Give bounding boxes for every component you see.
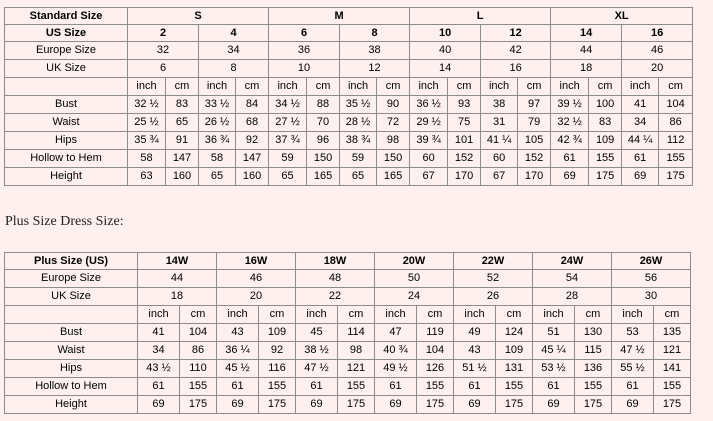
cm-value: 175 bbox=[575, 396, 612, 414]
uk-size-cell: 24 bbox=[375, 288, 454, 306]
inch-value: 36 ½ bbox=[410, 96, 448, 114]
inch-value: 45 bbox=[296, 324, 338, 342]
inch-value: 26 ½ bbox=[199, 114, 236, 132]
inch-value: 69 bbox=[375, 396, 417, 414]
measurement-row-waist bbox=[5, 114, 693, 132]
inch-value: 61 bbox=[612, 378, 654, 396]
inch-value: 61 bbox=[622, 150, 659, 168]
unit-inch: inch bbox=[296, 306, 338, 324]
cm-value: 141 bbox=[654, 360, 691, 378]
inch-value: 34 bbox=[622, 114, 659, 132]
row-label: Waist bbox=[5, 114, 128, 132]
europe-size-cell: 40 bbox=[410, 42, 481, 60]
row-label: Hips bbox=[5, 132, 128, 150]
cm-value: 155 bbox=[259, 378, 296, 396]
cm-value: 92 bbox=[236, 132, 269, 150]
uk-size-cell: 12 bbox=[340, 60, 410, 78]
cm-value: 92 bbox=[259, 342, 296, 360]
europe-size-cell: 46 bbox=[622, 42, 693, 60]
inch-value: 65 bbox=[340, 168, 377, 186]
row-label: UK Size bbox=[5, 60, 128, 78]
measurement-row-waist bbox=[5, 342, 691, 360]
cm-value: 130 bbox=[575, 324, 612, 342]
cm-value: 112 bbox=[659, 132, 693, 150]
cm-value: 96 bbox=[307, 132, 340, 150]
cm-value: 104 bbox=[659, 96, 693, 114]
uk-size-cell: 22 bbox=[296, 288, 375, 306]
plus-size-heading: Plus Size Dress Size: bbox=[5, 214, 124, 229]
cm-value: 83 bbox=[589, 114, 622, 132]
cm-value: 105 bbox=[518, 132, 551, 150]
inch-value: 27 ½ bbox=[269, 114, 307, 132]
europe-size-cell: 34 bbox=[199, 42, 269, 60]
row-label: Hollow to Hem bbox=[5, 378, 138, 396]
unit-cm: cm bbox=[448, 78, 481, 96]
inch-value: 32 ½ bbox=[551, 114, 589, 132]
inch-value: 58 bbox=[199, 150, 236, 168]
cm-value: 155 bbox=[575, 378, 612, 396]
cm-value: 150 bbox=[377, 150, 410, 168]
inch-value: 32 ½ bbox=[128, 96, 166, 114]
plus-size-header: 18W bbox=[296, 253, 375, 270]
cm-value: 93 bbox=[448, 96, 481, 114]
inch-value: 67 bbox=[410, 168, 448, 186]
cm-value: 101 bbox=[448, 132, 481, 150]
inch-value: 38 bbox=[481, 96, 518, 114]
row-label: Hollow to Hem bbox=[5, 150, 128, 168]
inch-value: 35 ½ bbox=[340, 96, 377, 114]
row-label: Hips bbox=[5, 360, 138, 378]
unit-cm: cm bbox=[654, 306, 691, 324]
inch-value: 49 ½ bbox=[375, 360, 417, 378]
plus-size-header: 20W bbox=[375, 253, 454, 270]
empty-cell bbox=[5, 78, 128, 96]
cm-value: 109 bbox=[589, 132, 622, 150]
us-size-row bbox=[5, 25, 693, 42]
unit-inch: inch bbox=[622, 78, 659, 96]
measurement-row-height bbox=[5, 168, 693, 186]
row-label: UK Size bbox=[5, 288, 138, 306]
cm-value: 98 bbox=[338, 342, 375, 360]
inch-value: 44 ¼ bbox=[622, 132, 659, 150]
europe-size-cell: 48 bbox=[296, 270, 375, 288]
unit-inch: inch bbox=[199, 78, 236, 96]
inch-value: 59 bbox=[269, 150, 307, 168]
inch-value: 69 bbox=[217, 396, 259, 414]
cm-value: 79 bbox=[518, 114, 551, 132]
cm-value: 152 bbox=[448, 150, 481, 168]
inch-value: 43 bbox=[217, 324, 259, 342]
row-label: Bust bbox=[5, 324, 138, 342]
uk-size-cell: 8 bbox=[199, 60, 269, 78]
inch-value: 69 bbox=[622, 168, 659, 186]
cm-value: 155 bbox=[417, 378, 454, 396]
unit-inch: inch bbox=[128, 78, 166, 96]
cm-value: 119 bbox=[417, 324, 454, 342]
inch-value: 61 bbox=[533, 378, 575, 396]
inch-value: 51 bbox=[533, 324, 575, 342]
inch-value: 38 ½ bbox=[296, 342, 338, 360]
plus-size-row bbox=[5, 253, 691, 270]
europe-size-cell: 32 bbox=[128, 42, 199, 60]
uk-size-cell: 6 bbox=[128, 60, 199, 78]
unit-cm: cm bbox=[180, 306, 217, 324]
inch-value: 61 bbox=[375, 378, 417, 396]
unit-inch: inch bbox=[551, 78, 589, 96]
inch-value: 45 ½ bbox=[217, 360, 259, 378]
inch-value: 28 ½ bbox=[340, 114, 377, 132]
unit-cm: cm bbox=[518, 78, 551, 96]
europe-size-cell: 36 bbox=[269, 42, 340, 60]
inch-value: 58 bbox=[128, 150, 166, 168]
row-label: Europe Size bbox=[5, 42, 128, 60]
inch-value: 65 bbox=[199, 168, 236, 186]
inch-value: 60 bbox=[410, 150, 448, 168]
europe-size-cell: 56 bbox=[612, 270, 691, 288]
measurement-row-bust bbox=[5, 96, 693, 114]
cm-value: 126 bbox=[417, 360, 454, 378]
cm-value: 88 bbox=[307, 96, 340, 114]
cm-value: 86 bbox=[180, 342, 217, 360]
unit-cm: cm bbox=[377, 78, 410, 96]
cm-value: 136 bbox=[575, 360, 612, 378]
europe-size-cell: 44 bbox=[138, 270, 217, 288]
inch-value: 41 ¼ bbox=[481, 132, 518, 150]
inch-value: 43 ½ bbox=[138, 360, 180, 378]
uk-size-cell: 26 bbox=[454, 288, 533, 306]
cm-value: 155 bbox=[180, 378, 217, 396]
inch-value: 61 bbox=[296, 378, 338, 396]
empty-cell bbox=[5, 306, 138, 324]
inch-value: 53 bbox=[612, 324, 654, 342]
inch-value: 34 bbox=[138, 342, 180, 360]
cm-value: 175 bbox=[659, 168, 693, 186]
cm-value: 83 bbox=[166, 96, 199, 114]
cm-value: 160 bbox=[236, 168, 269, 186]
uk-size-cell: 30 bbox=[612, 288, 691, 306]
europe-size-cell: 52 bbox=[454, 270, 533, 288]
inch-value: 69 bbox=[551, 168, 589, 186]
europe-size-cell: 38 bbox=[340, 42, 410, 60]
us-size-cell: 4 bbox=[199, 25, 269, 42]
unit-inch: inch bbox=[375, 306, 417, 324]
cm-value: 84 bbox=[236, 96, 269, 114]
inch-value: 61 bbox=[217, 378, 259, 396]
cm-value: 97 bbox=[518, 96, 551, 114]
cm-value: 165 bbox=[377, 168, 410, 186]
unit-cm: cm bbox=[307, 78, 340, 96]
unit-cm: cm bbox=[575, 306, 612, 324]
uk-size-cell: 18 bbox=[138, 288, 217, 306]
unit-cm: cm bbox=[589, 78, 622, 96]
cm-value: 70 bbox=[307, 114, 340, 132]
us-size-cell: 12 bbox=[481, 25, 551, 42]
row-label: US Size bbox=[5, 25, 128, 42]
cm-value: 75 bbox=[448, 114, 481, 132]
unit-row bbox=[5, 306, 691, 324]
cm-value: 115 bbox=[575, 342, 612, 360]
measurement-row-hips bbox=[5, 132, 693, 150]
inch-value: 59 bbox=[340, 150, 377, 168]
europe-size-row bbox=[5, 270, 691, 288]
unit-inch: inch bbox=[612, 306, 654, 324]
unit-cm: cm bbox=[659, 78, 693, 96]
inch-value: 69 bbox=[612, 396, 654, 414]
inch-value: 51 ½ bbox=[454, 360, 496, 378]
unit-inch: inch bbox=[454, 306, 496, 324]
us-size-cell: 2 bbox=[128, 25, 199, 42]
uk-size-cell: 18 bbox=[551, 60, 622, 78]
us-size-cell: 16 bbox=[622, 25, 693, 42]
inch-value: 61 bbox=[454, 378, 496, 396]
cm-value: 109 bbox=[496, 342, 533, 360]
inch-value: 42 ¾ bbox=[551, 132, 589, 150]
inch-value: 47 ½ bbox=[612, 342, 654, 360]
cm-value: 110 bbox=[180, 360, 217, 378]
inch-value: 69 bbox=[296, 396, 338, 414]
cm-value: 116 bbox=[259, 360, 296, 378]
cm-value: 121 bbox=[338, 360, 375, 378]
inch-value: 29 ½ bbox=[410, 114, 448, 132]
cm-value: 131 bbox=[496, 360, 533, 378]
measurement-row-bust bbox=[5, 324, 691, 342]
inch-value: 49 bbox=[454, 324, 496, 342]
cm-value: 165 bbox=[307, 168, 340, 186]
inch-value: 41 bbox=[622, 96, 659, 114]
cm-value: 170 bbox=[518, 168, 551, 186]
us-size-cell: 10 bbox=[410, 25, 481, 42]
inch-value: 37 ¾ bbox=[269, 132, 307, 150]
cm-value: 155 bbox=[654, 378, 691, 396]
unit-cm: cm bbox=[417, 306, 454, 324]
plus-size-header: 26W bbox=[612, 253, 691, 270]
europe-size-cell: 42 bbox=[481, 42, 551, 60]
us-size-cell: 8 bbox=[340, 25, 410, 42]
unit-cm: cm bbox=[338, 306, 375, 324]
cm-value: 109 bbox=[259, 324, 296, 342]
measurement-row-hollow-to-hem bbox=[5, 150, 693, 168]
uk-size-cell: 14 bbox=[410, 60, 481, 78]
inch-value: 38 ¾ bbox=[340, 132, 377, 150]
cm-value: 65 bbox=[166, 114, 199, 132]
cm-value: 175 bbox=[259, 396, 296, 414]
unit-cm: cm bbox=[496, 306, 533, 324]
corner-header: Standard Size bbox=[5, 8, 128, 25]
inch-value: 67 bbox=[481, 168, 518, 186]
europe-size-cell: 46 bbox=[217, 270, 296, 288]
inch-value: 39 ¾ bbox=[410, 132, 448, 150]
inch-value: 41 bbox=[138, 324, 180, 342]
plus-size-header: 24W bbox=[533, 253, 612, 270]
row-label: Europe Size bbox=[5, 270, 138, 288]
plus-size-table bbox=[4, 252, 691, 414]
standard-measurement-rows bbox=[5, 96, 693, 186]
inch-value: 40 ¾ bbox=[375, 342, 417, 360]
cm-value: 175 bbox=[496, 396, 533, 414]
cm-value: 68 bbox=[236, 114, 269, 132]
row-label: Height bbox=[5, 396, 138, 414]
measurement-row-hips bbox=[5, 360, 691, 378]
inch-value: 47 bbox=[375, 324, 417, 342]
inch-value: 61 bbox=[551, 150, 589, 168]
cm-value: 160 bbox=[166, 168, 199, 186]
europe-size-cell: 44 bbox=[551, 42, 622, 60]
cm-value: 98 bbox=[377, 132, 410, 150]
cm-value: 175 bbox=[654, 396, 691, 414]
inch-value: 63 bbox=[128, 168, 166, 186]
unit-inch: inch bbox=[481, 78, 518, 96]
cm-value: 91 bbox=[166, 132, 199, 150]
us-size-cell: 14 bbox=[551, 25, 622, 42]
group-header-m: M bbox=[269, 8, 410, 25]
inch-value: 69 bbox=[454, 396, 496, 414]
unit-row bbox=[5, 78, 693, 96]
europe-size-row bbox=[5, 42, 693, 60]
cm-value: 121 bbox=[654, 342, 691, 360]
cm-value: 170 bbox=[448, 168, 481, 186]
cm-value: 175 bbox=[589, 168, 622, 186]
plus-size-header: 16W bbox=[217, 253, 296, 270]
uk-size-cell: 10 bbox=[269, 60, 340, 78]
cm-value: 135 bbox=[654, 324, 691, 342]
cm-value: 155 bbox=[338, 378, 375, 396]
uk-size-cell: 28 bbox=[533, 288, 612, 306]
cm-value: 114 bbox=[338, 324, 375, 342]
cm-value: 175 bbox=[180, 396, 217, 414]
group-header-xl: XL bbox=[551, 8, 693, 25]
cm-value: 175 bbox=[417, 396, 454, 414]
group-header-s: S bbox=[128, 8, 269, 25]
inch-value: 36 ¾ bbox=[199, 132, 236, 150]
row-label: Waist bbox=[5, 342, 138, 360]
cm-value: 147 bbox=[236, 150, 269, 168]
inch-value: 47 ½ bbox=[296, 360, 338, 378]
cm-value: 72 bbox=[377, 114, 410, 132]
inch-value: 34 ½ bbox=[269, 96, 307, 114]
measurement-row-height bbox=[5, 396, 691, 414]
cm-value: 147 bbox=[166, 150, 199, 168]
group-header-l: L bbox=[410, 8, 551, 25]
inch-value: 39 ½ bbox=[551, 96, 589, 114]
inch-value: 61 bbox=[138, 378, 180, 396]
cm-value: 124 bbox=[496, 324, 533, 342]
cm-value: 175 bbox=[338, 396, 375, 414]
us-size-cell: 6 bbox=[269, 25, 340, 42]
cm-value: 100 bbox=[589, 96, 622, 114]
size-group-row bbox=[5, 8, 693, 25]
standard-size-table bbox=[4, 7, 693, 186]
plus-measurement-rows bbox=[5, 324, 691, 414]
inch-value: 55 ½ bbox=[612, 360, 654, 378]
measurement-row-hollow-to-hem bbox=[5, 378, 691, 396]
inch-value: 69 bbox=[138, 396, 180, 414]
unit-cm: cm bbox=[166, 78, 199, 96]
unit-inch: inch bbox=[138, 306, 180, 324]
inch-value: 35 ¾ bbox=[128, 132, 166, 150]
inch-value: 36 ¼ bbox=[217, 342, 259, 360]
cm-value: 90 bbox=[377, 96, 410, 114]
inch-value: 31 bbox=[481, 114, 518, 132]
cm-value: 155 bbox=[659, 150, 693, 168]
inch-value: 53 ½ bbox=[533, 360, 575, 378]
europe-size-cell: 54 bbox=[533, 270, 612, 288]
unit-cm: cm bbox=[236, 78, 269, 96]
unit-inch: inch bbox=[340, 78, 377, 96]
inch-value: 33 ½ bbox=[199, 96, 236, 114]
cm-value: 104 bbox=[417, 342, 454, 360]
cm-value: 86 bbox=[659, 114, 693, 132]
cm-value: 155 bbox=[589, 150, 622, 168]
cm-value: 152 bbox=[518, 150, 551, 168]
uk-size-cell: 20 bbox=[217, 288, 296, 306]
inch-value: 60 bbox=[481, 150, 518, 168]
corner-header: Plus Size (US) bbox=[5, 253, 138, 270]
unit-cm: cm bbox=[259, 306, 296, 324]
inch-value: 69 bbox=[533, 396, 575, 414]
unit-inch: inch bbox=[533, 306, 575, 324]
inch-value: 65 bbox=[269, 168, 307, 186]
plus-size-header: 22W bbox=[454, 253, 533, 270]
uk-size-row bbox=[5, 60, 693, 78]
row-label: Height bbox=[5, 168, 128, 186]
cm-value: 155 bbox=[496, 378, 533, 396]
uk-size-cell: 20 bbox=[622, 60, 693, 78]
uk-size-cell: 16 bbox=[481, 60, 551, 78]
inch-value: 45 ¼ bbox=[533, 342, 575, 360]
unit-inch: inch bbox=[410, 78, 448, 96]
inch-value: 43 bbox=[454, 342, 496, 360]
uk-size-row bbox=[5, 288, 691, 306]
europe-size-cell: 50 bbox=[375, 270, 454, 288]
inch-value: 25 ½ bbox=[128, 114, 166, 132]
cm-value: 150 bbox=[307, 150, 340, 168]
plus-size-header: 14W bbox=[138, 253, 217, 270]
unit-inch: inch bbox=[217, 306, 259, 324]
unit-inch: inch bbox=[269, 78, 307, 96]
row-label: Bust bbox=[5, 96, 128, 114]
cm-value: 104 bbox=[180, 324, 217, 342]
